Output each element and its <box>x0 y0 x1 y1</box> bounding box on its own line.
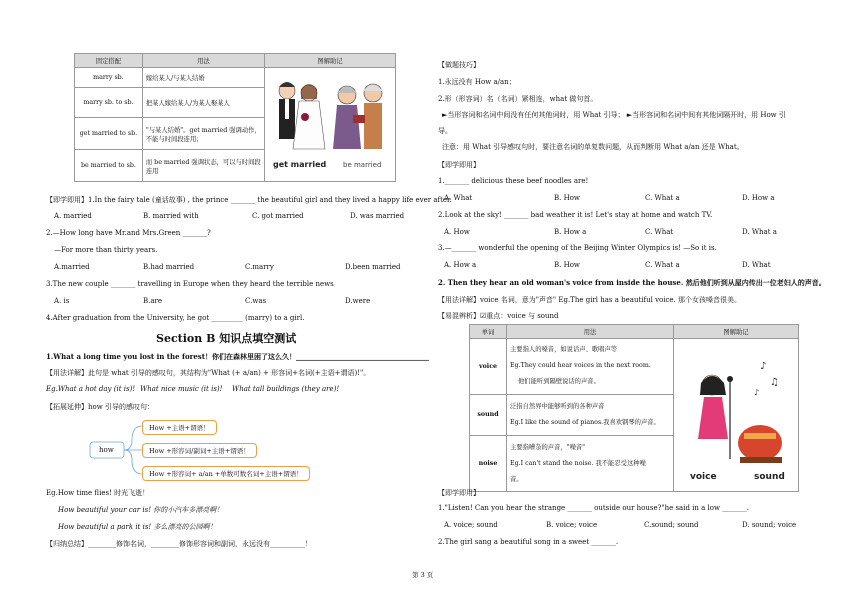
option: B.are <box>143 297 163 305</box>
example: What tall buildings (they are)! <box>232 385 340 393</box>
question-1: 【即学即用】1.In the fairy tale (童话故事) , the prince _______ the beautiful girl and they lived a happy life ever after. <box>46 196 452 204</box>
tip: 导。 <box>438 127 452 135</box>
word-cell: sound <box>470 394 507 436</box>
voice-label: voice <box>690 472 717 482</box>
example: How beautiful your car is! 你的小汽车多漂亮啊！ <box>58 506 224 514</box>
usage-line: 他们能听到隔壁说话的声音。 <box>518 378 600 386</box>
voice-sound-table <box>469 324 799 492</box>
option: B. How a <box>554 228 587 236</box>
table-cell: 而 be married 强调状态，可以与时间段连用 <box>142 150 264 182</box>
svg-text:♪: ♪ <box>754 388 760 397</box>
option: A. How <box>444 228 470 236</box>
example: How beautiful a park it is! 多么漂亮的公园啊！ <box>58 523 217 531</box>
extension-title: 【拓展延伸】how 引导的感叹句： <box>46 403 154 411</box>
question-4: 4.After graduation from the University, he got _________ (marry) to a girl. <box>46 314 305 322</box>
question-2-answer: —For more than thirty years. <box>54 246 158 254</box>
option: B. How <box>554 194 580 202</box>
usage-cell <box>507 436 674 492</box>
svg-text:♪: ♪ <box>760 361 767 372</box>
option: C.marry <box>245 263 274 271</box>
option: A. How a <box>444 261 477 269</box>
option: D. What <box>742 261 771 269</box>
usage-cell <box>507 394 674 436</box>
how-pattern: How +主语+谓语！ <box>142 420 217 435</box>
option: A.married <box>54 263 90 271</box>
table-cell: marry sb. to sb. <box>75 88 143 118</box>
sentence-2: 2. Then they hear an old woman's voice from inside the house. 然后他们听到从屋内传出一位老妇人的声音。 <box>438 278 826 287</box>
page-number: 第 3 页 <box>412 571 434 579</box>
question-p1: 1."Listen! Can you hear the strange _______ outside our house?"he said in a low _______. <box>438 504 749 512</box>
question-r1: 1._______ delicious these beef noodles are! <box>438 177 589 185</box>
example: Eg.How time flies! 时光飞逝！ <box>46 489 150 497</box>
practice-title: 【即学即用】 <box>438 489 480 497</box>
table-header: 用法 <box>507 325 674 339</box>
section-title: Section B 知识点填空测试 <box>156 332 297 345</box>
usage-line: Eg.I like the sound of pianos.我喜欢钢琴的声音。 <box>510 418 660 426</box>
usage-detail: 【用法详解】此句是 what 引导的感叹句，其结构为"What (+ a/an) + 形容词+名词(+主语+谓语)!"。 <box>46 369 371 377</box>
how-pattern: How +形容词+ a/an +单数可数名词+主语+谓语！ <box>142 466 310 481</box>
usage-cell <box>507 339 674 395</box>
option: A. married <box>54 212 92 220</box>
table-cell: 嫁给某人/与某人结婚 <box>142 68 264 88</box>
question-2: 2.—How long have Mr.and Mrs.Green _______? <box>46 229 211 237</box>
option: C.was <box>245 297 267 305</box>
wedding-illustration-cell <box>265 68 396 182</box>
example: What nice music (it is)! <box>140 385 223 393</box>
option: B. voice; voice <box>546 521 598 529</box>
option: B.had married <box>143 263 195 271</box>
option: A. voice; sound <box>444 521 498 529</box>
table-cell: marry sb. <box>75 68 143 88</box>
brace-connector <box>88 418 148 482</box>
confusion-note: 【易混辨析】☑重点：voice 与 sound <box>438 312 559 320</box>
table-cell: get married to sb. <box>75 118 143 150</box>
option: B. How <box>554 261 580 269</box>
usage-line: 主要指嘈杂的声音，"噪音" <box>510 443 586 451</box>
option: C.sound; sound <box>644 521 699 529</box>
question-r2: 2.Look at the sky! _______ bad weather it is! Let's stay at home and watch TV. <box>438 211 713 219</box>
table-header: 图解助记 <box>674 325 799 339</box>
singer-illustration-cell <box>674 339 799 492</box>
tips-title: 【做题技巧】 <box>438 61 480 69</box>
usage-line: 主要指人的嗓音，如说话声、歌唱声等 <box>510 346 618 354</box>
get-married-label: get married <box>273 159 327 169</box>
option: A. What <box>444 194 473 202</box>
option: C. What a <box>645 194 680 202</box>
option: C. What a <box>645 261 680 269</box>
tip: 1.永远没有 How a/an； <box>438 78 516 86</box>
be-married-label: be married <box>343 160 382 169</box>
option: C. What <box>645 228 674 236</box>
how-pattern: How +形容词/副词+主语+谓语！ <box>142 443 257 458</box>
usage-line: Eg.I can't stand the noise. 我不能忍受这种噪 <box>510 459 646 467</box>
table-cell: "与某人结婚"。get married 强调动作，不能与时间段连用； <box>142 118 264 150</box>
option: B. married with <box>143 212 199 220</box>
sentence-1: 1.What a long time you lost in the forest！你们在森林里困了这么久！______________________________________ <box>46 352 429 361</box>
option: D.were <box>345 297 371 305</box>
usage-detail: 【用法详解】voice 名词，意为"声音" Eg.The girl has a beautiful voice. 那个女孩嗓音很美。 <box>438 296 741 304</box>
usage-line: 音。 <box>510 475 523 483</box>
usage-line: Eg.They could hear voices in the next room. <box>510 362 651 370</box>
sound-label: sound <box>754 472 785 482</box>
question-p2: 2.The girl sang a beautiful song in a sweet _______. <box>438 538 619 546</box>
option: D. sound; voice <box>742 521 797 529</box>
practice-title: 【即学即用】 <box>438 161 480 169</box>
question-r3: 3.—_______ wonderful the opening of the Beijing Winter Olympics is! —So it is. <box>438 244 717 252</box>
table-header: 图解助记 <box>265 54 396 68</box>
tip: 2.形（形容词）名（名词）紧相连，what 做句首。 <box>438 95 598 103</box>
singer-image <box>674 339 794 489</box>
table-header: 用法 <box>142 54 264 68</box>
option: D. How a <box>742 194 775 202</box>
table-cell: 把某人嫁给某人/为某人娶某人 <box>142 88 264 118</box>
option: D.been married <box>345 263 401 271</box>
usage-line: 泛指自然界中能够听到的各种声音 <box>510 402 605 410</box>
option: D. What a <box>742 228 777 236</box>
question-3: 3.The new couple _______ travelling in Europe when they heard the terrible news <box>46 280 334 288</box>
table-header: 固定搭配 <box>75 54 143 68</box>
word-cell: voice <box>470 339 507 395</box>
collocation-table <box>74 53 396 182</box>
word-cell: noise <box>470 436 507 492</box>
option: A. is <box>54 297 70 305</box>
table-header: 单词 <box>470 325 507 339</box>
svg-text:♫: ♫ <box>770 377 779 388</box>
summary: 【归纳总结】________修饰名词，________修饰形容词和副词，永远没有__________！ <box>46 540 312 548</box>
how-label: how <box>99 446 114 454</box>
tip: ►当形容词和名词中间没有任何其他词时，用 What 引导； ►当形容词和名词中间有其他词隔开时，用 How 引 <box>442 111 786 119</box>
wedding-couple-image <box>265 69 395 179</box>
option: D. was married <box>350 212 405 220</box>
tip: 注意：用 What 引导感叹句时，要注意名词的单复数问题，从而判断用 What a/an 还是 What。 <box>442 143 744 151</box>
example: Eg.What a hot day (it is)! <box>46 385 136 393</box>
table-cell: be married to sb. <box>75 150 143 182</box>
option: C. got married <box>252 212 304 220</box>
